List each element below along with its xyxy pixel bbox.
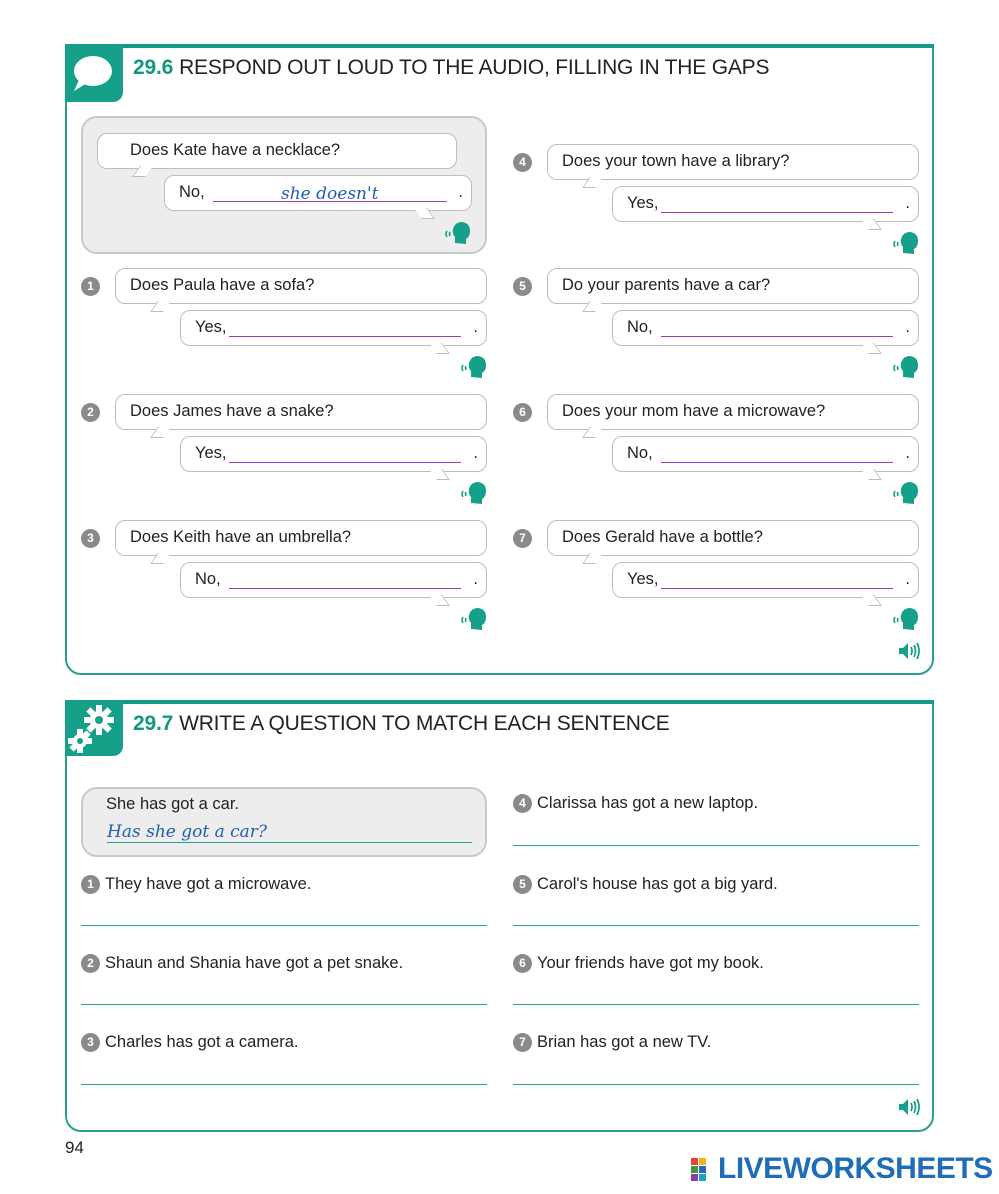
answer-line-5[interactable] [513,925,919,926]
speaking-head-icon[interactable] [892,230,922,256]
answer-bubble-2 [180,436,487,472]
item-number: 2 [81,954,100,973]
sentence-text-7: Brian has got a new TV. [537,1033,712,1051]
answer-dot: . [905,318,910,336]
speaking-head-icon[interactable] [892,354,922,380]
speech-bubble-icon [65,44,123,102]
question-bubble-7 [547,520,919,556]
section-title [133,712,670,736]
answer-input-7[interactable] [661,588,893,589]
sentence-3 [81,1033,299,1052]
answer-line-1[interactable] [81,925,487,926]
answer-line-3[interactable] [81,1084,487,1085]
item-number: 3 [81,1033,100,1052]
speaking-head-icon[interactable] [892,480,922,506]
sentence-7 [513,1033,711,1052]
item-number: 1 [81,277,100,296]
answer-prefix-7: Yes, [627,570,659,588]
answer-input-4[interactable] [661,212,893,213]
question-2: Does James have a snake? [130,402,334,420]
answer-input-5[interactable] [661,336,893,337]
sentence-4 [513,794,758,813]
question-3: Does Keith have an umbrella? [130,528,352,546]
answer-bubble-6 [612,436,919,472]
speaking-head-icon[interactable] [892,606,922,632]
sentence-text-6: Your friends have got my book. [537,954,764,972]
example-answer: she doesn't [281,184,379,204]
answer-dot: . [905,444,910,462]
sentence-text-1: They have got a microwave. [105,875,312,893]
answer-prefix-1: Yes, [195,318,227,336]
item-number: 7 [513,1033,532,1052]
answer-prefix-2: Yes, [195,444,227,462]
sentence-text-3: Charles has got a camera. [105,1033,299,1051]
answer-dot: . [473,570,478,588]
liveworksheets-logo [690,1152,993,1186]
section-heading: WRITE A QUESTION TO MATCH EACH SENTENCE [179,712,670,735]
section-number: 29.6 [133,56,174,79]
question-bubble-4 [547,144,919,180]
question-1: Does Paula have a sofa? [130,276,315,294]
item-number: 4 [513,153,532,172]
answer-bubble-7 [612,562,919,598]
answer-bubble-5 [612,310,919,346]
item-number: 3 [81,529,100,548]
sentence-6 [513,954,764,973]
question-7: Does Gerald have a bottle? [562,528,763,546]
sentence-1 [81,875,311,894]
logo-text: LIVEWORKSHEETS [718,1152,993,1185]
example-question: Does Kate have a necklace? [130,141,341,159]
speaking-head-icon[interactable] [460,480,490,506]
page-number: 94 [65,1138,84,1157]
gears-icon [65,700,123,756]
example-answer-bubble [164,175,472,211]
question-bubble-3 [115,520,487,556]
sentence-5 [513,875,778,894]
item-number: 6 [513,403,532,422]
question-4: Does your town have a library? [562,152,790,170]
answer-prefix-3: No, [195,570,221,588]
answer-line-7[interactable] [513,1084,919,1085]
answer-dot: . [905,194,910,212]
sentence-text-5: Carol's house has got a big yard. [537,875,778,893]
speaking-head-icon[interactable] [460,354,490,380]
item-number: 5 [513,875,532,894]
answer-input-3[interactable] [229,588,461,589]
section-title [133,56,769,80]
answer-line-6[interactable] [513,1004,919,1005]
logo-icon [690,1156,716,1182]
audio-speaker-icon[interactable] [897,640,921,662]
answer-line-2[interactable] [81,1004,487,1005]
item-number: 4 [513,794,532,813]
answer-line-4[interactable] [513,845,919,846]
question-6: Does your mom have a microwave? [562,402,826,420]
answer-prefix-6: No, [627,444,653,462]
audio-speaker-icon[interactable] [897,1096,921,1118]
item-number: 5 [513,277,532,296]
example-prefix: No, [179,183,205,201]
sentence-text-4: Clarissa has got a new laptop. [537,794,759,812]
speaking-head-icon[interactable] [444,220,474,246]
item-number: 2 [81,403,100,422]
example-sentence: She has got a car. [106,795,240,813]
question-bubble-2 [115,394,487,430]
answer-prefix-5: No, [627,318,653,336]
example-answer: Has she got a car? [107,822,268,842]
item-number: 1 [81,875,100,894]
question-bubble-5 [547,268,919,304]
exercise-29-6 [65,44,934,675]
exercise-29-7 [65,700,934,1132]
question-bubble-6 [547,394,919,430]
question-bubble-1 [115,268,487,304]
example-question-bubble [97,133,457,169]
item-number: 6 [513,954,532,973]
item-number: 7 [513,529,532,548]
answer-input-1[interactable] [229,336,461,337]
answer-input-6[interactable] [661,462,893,463]
example-dot: . [458,183,463,201]
answer-input-2[interactable] [229,462,461,463]
question-5: Do your parents have a car? [562,276,771,294]
section-heading: RESPOND OUT LOUD TO THE AUDIO, FILLING IN THE GAPS [179,56,770,79]
answer-dot: . [473,318,478,336]
sentence-2 [81,954,403,973]
answer-bubble-4 [612,186,919,222]
section-number: 29.7 [133,712,174,735]
answer-bubble-3 [180,562,487,598]
speaking-head-icon[interactable] [460,606,490,632]
answer-bubble-1 [180,310,487,346]
answer-prefix-4: Yes, [627,194,659,212]
answer-dot: . [905,570,910,588]
sentence-text-2: Shaun and Shania have got a pet snake. [105,954,404,972]
answer-dot: . [473,444,478,462]
